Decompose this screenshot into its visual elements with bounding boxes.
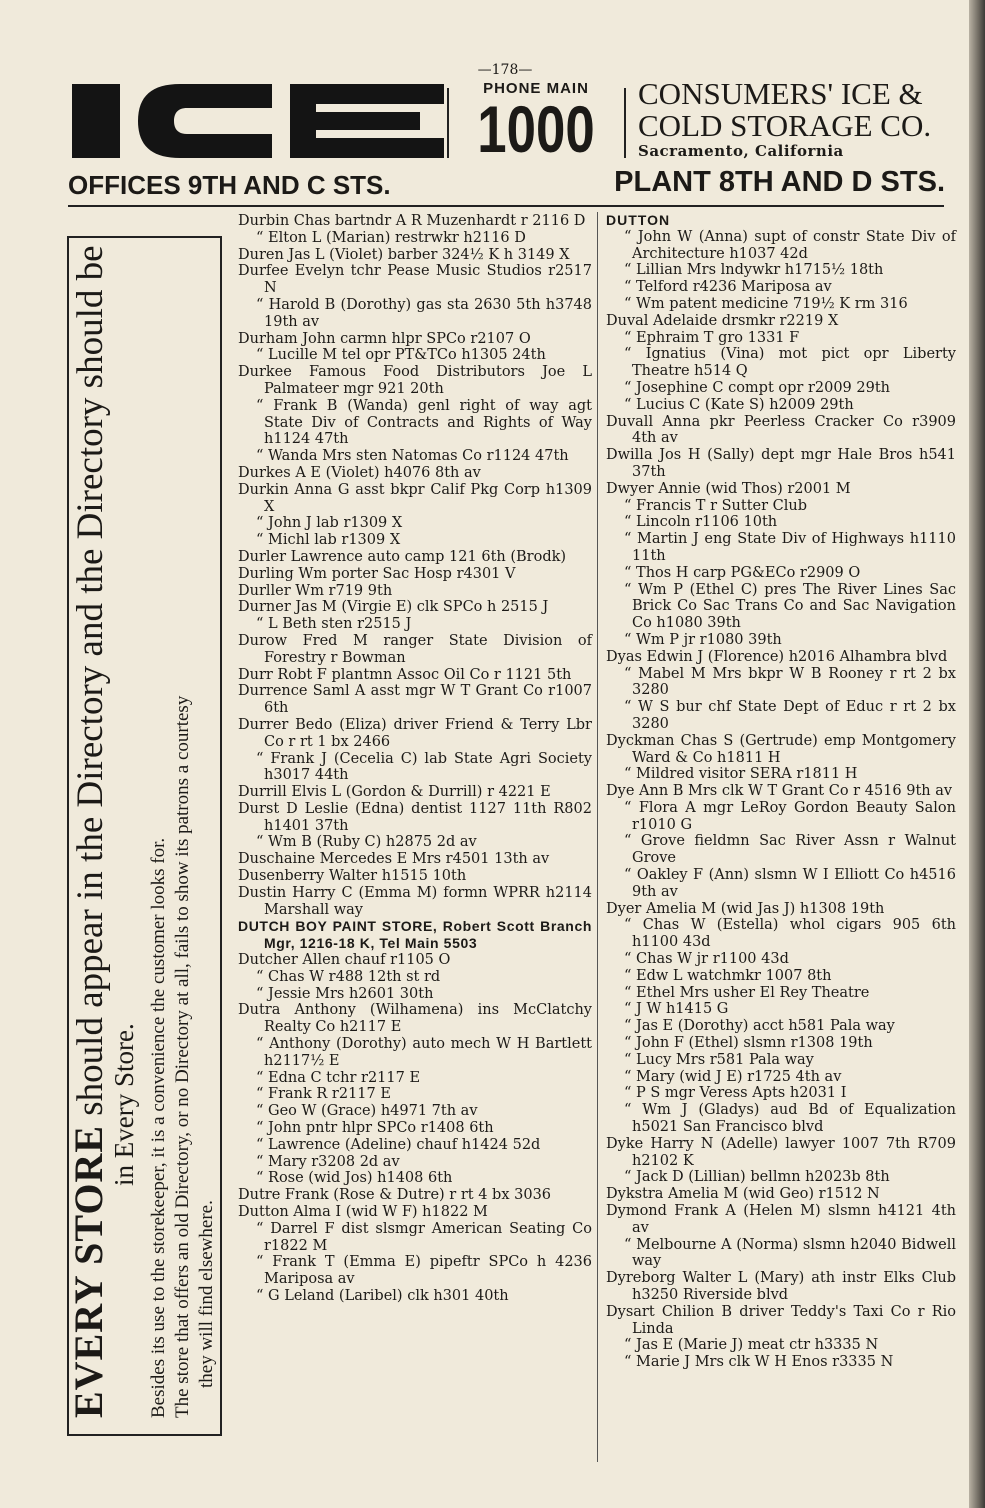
directory-entry: Dutton Alma I (wid W F) h1822 M: [238, 1204, 488, 1221]
directory-entry: “ Elton L (Marian) restrwkr h2116 D: [256, 229, 526, 246]
directory-entry: Dustin Harry C (Emma M) formn WPRR h2114 Marshall way: [238, 884, 592, 918]
directory-entry: “ Geo W (Grace) h4971 7th av: [256, 1103, 478, 1120]
directory-entry: “ Melbourne A (Norma) slsmn h2040 Bidwell way: [624, 1236, 956, 1270]
directory-entry: Dyreborg Walter L (Mary) ath instr Elks Club h3250 Riverside blvd: [606, 1270, 956, 1303]
directory-entry: “ John W (Anna) supt of constr State Div of Architecture h1037 42d: [624, 228, 956, 262]
directory-entry: “ Edw L watchmkr 1007 8th: [624, 967, 832, 984]
directory-entry: “ Telford r4236 Mariposa av: [624, 279, 832, 296]
directory-entry: “ Lucille M tel opr PT&TCo h1305 24th: [256, 347, 546, 364]
directory-entry: Dysart Chilion B driver Teddy's Taxi Co r Rio Linda: [606, 1303, 956, 1337]
directory-entry: “ Chas W r488 12th st rd: [256, 968, 441, 985]
directory-entry: Dyke Harry N (Adelle) lawyer 1007 7th R709 h2102 K: [606, 1135, 956, 1169]
listing-column-right-entries: [606, 229, 956, 1371]
directory-entry: “ Martin J eng State Div of Highways h1110 11th: [624, 531, 956, 564]
directory-entry: “ Mary r3208 2d av: [256, 1153, 400, 1170]
company-name-line2: COLD STORAGE CO.: [638, 108, 932, 143]
side-ad-line2: The store that offers an old Directory, or no Directory at all, fails to show its patrons a courtesy: [172, 695, 193, 1418]
directory-entry: Durow Fred M ranger State Division of Forestry r Bowman: [238, 632, 592, 666]
directory-entry: “ John pntr hlpr SPCo r1408 6th: [256, 1120, 494, 1137]
directory-entry: “ L Beth sten r2515 J: [256, 616, 412, 633]
directory-entry: “ Wm P jr r1080 39th: [624, 631, 782, 648]
directory-entry: “ Edna C tchr r2117 E: [256, 1069, 421, 1086]
directory-entry: Durkee Famous Food Distributors Joe L Palmateer mgr 921 20th: [238, 364, 592, 397]
header-rule: [68, 205, 944, 207]
book-binding-edge: [969, 0, 985, 1508]
company-name: [638, 78, 931, 142]
directory-entry: Dutra Anthony (Wilhamena) ins McClatchy Realty Co h2117 E: [238, 1002, 592, 1036]
directory-entry: Durr Robt F plantmn Assoc Oil Co r 1121 5th: [238, 666, 572, 683]
company-name-line1: CONSUMERS' ICE &: [638, 76, 923, 111]
directory-entry: “ Harold B (Dorothy) gas sta 2630 5th h3748 19th av: [256, 296, 592, 330]
directory-entry: Duschaine Mercedes E Mrs r4501 13th av: [238, 851, 550, 868]
plant-address: PLANT 8TH AND D STS.: [614, 166, 945, 198]
offices-address: OFFICES 9TH AND C STS.: [68, 170, 391, 200]
directory-entry: “ Grove fieldmn Sac River Assn r Walnut Grove: [624, 833, 956, 867]
directory-entry: “ Rose (wid Jos) h1408 6th: [256, 1170, 453, 1187]
company-city: Sacramento, California: [638, 142, 844, 160]
directory-entry: Durrill Elvis L (Gordon & Durrill) r 4221 E: [238, 784, 551, 801]
directory-entry: “ Darrel F dist slsmgr American Seating Co r1822 M: [256, 1220, 592, 1254]
directory-entry: “ Mabel M Mrs bkpr W B Rooney r rt 2 bx 3280: [624, 665, 956, 699]
ad-divider-right: [624, 88, 626, 158]
directory-entry: Dykstra Amelia M (wid Geo) r1512 N: [606, 1186, 880, 1203]
directory-entry: “ Chas W (Estella) whol cigars 905 6th h1100 43d: [624, 917, 956, 951]
side-ad-headline-rest: should appear in the Directory and the Directory should be: [70, 245, 111, 1125]
directory-entry: DUTCH BOY PAINT STORE, Robert Scott Branch Mgr, 1216-18 K, Tel Main 5503: [238, 918, 592, 952]
directory-entry: “ Anthony (Dorothy) auto mech W H Bartlett h2117½ E: [256, 1036, 592, 1069]
directory-entry: “ Ignatius (Vina) mot pict opr Liberty Theatre h514 Q: [624, 346, 956, 380]
directory-entry: Durkin Anna G asst bkpr Calif Pkg Corp h1309 X: [238, 481, 592, 515]
directory-entry: Durrer Bedo (Eliza) driver Friend & Terry Lbr Co r rt 1 bx 2466: [238, 716, 592, 750]
directory-entry: Dwyer Annie (wid Thos) r2001 M: [606, 480, 851, 497]
directory-entry: “ Lucius C (Kate S) h2009 29th: [624, 396, 854, 413]
directory-entry: “ John F (Ethel) slsmn r1308 19th: [624, 1035, 873, 1052]
directory-entry: “ Jas E (Marie J) meat ctr h3335 N: [624, 1337, 879, 1354]
directory-entry: “ Josephine C compt opr r2009 29th: [624, 379, 891, 396]
directory-entry: Dutre Frank (Rose & Dutre) r rt 4 bx 3036: [238, 1187, 552, 1204]
directory-entry: “ Marie J Mrs clk W H Enos r3335 N: [624, 1354, 894, 1371]
side-ad-line1: Besides its use to the storekeeper, it is a convenience the customer looks for.: [148, 837, 169, 1418]
directory-entry: “ Lincoln r1106 10th: [624, 514, 778, 531]
side-ad-line3: they will find elsewhere.: [196, 1200, 217, 1388]
ad-divider-left: [447, 88, 449, 158]
directory-entry: Dyckman Chas S (Gertrude) emp Montgomery Ward & Co h1811 H: [606, 732, 956, 766]
directory-entry: Dyer Amelia M (wid Jas J) h1308 19th: [606, 900, 885, 917]
directory-entry: Durfee Evelyn tchr Pease Music Studios r2517 N: [238, 263, 592, 297]
directory-entry: Duvall Anna pkr Peerless Cracker Co r3909 4th av: [606, 413, 956, 447]
directory-entry: “ Flora A mgr LeRoy Gordon Beauty Salon r1010 G: [624, 799, 956, 833]
directory-entry: “ Frank T (Emma E) pipeftr SPCo h 4236 Mariposa av: [256, 1254, 592, 1288]
directory-entry: Dutcher Allen chauf r1105 O: [238, 952, 451, 969]
directory-entry: Durst D Leslie (Edna) dentist 1127 11th R802 h1401 37th: [238, 800, 592, 834]
directory-entry: “ G Leland (Laribel) clk h301 40th: [256, 1288, 509, 1304]
directory-entry: Durham John carmn hlpr SPCo r2107 O: [238, 330, 531, 347]
directory-entry: “ Wanda Mrs sten Natomas Co r1124 47th: [256, 448, 569, 465]
side-advertisement: [66, 245, 219, 1418]
directory-entry: Dusenberry Walter h1515 10th: [238, 868, 467, 885]
directory-entry: “ Wm B (Ruby C) h2875 2d av: [256, 834, 477, 851]
directory-entry: Dwilla Jos H (Sally) dept mgr Hale Bros h541 37th: [606, 447, 956, 480]
phone-number: 1000: [477, 92, 595, 166]
directory-entry: “ Wm P (Ethel C) pres The River Lines Sac Brick Co Sac Trans Co and Sac Navigation Co h1080 39th: [624, 581, 956, 632]
directory-entry: “ Lucy Mrs r581 Pala way: [624, 1051, 814, 1068]
listing-column-right: [606, 212, 956, 1371]
directory-entry: Durkes A E (Violet) h4076 8th av: [238, 464, 481, 481]
directory-entry: “ Thos H carp PG&ECo r2909 O: [624, 564, 861, 581]
page-number: —178—: [477, 62, 533, 78]
directory-entry: Duren Jas L (Violet) barber 324½ K h 3149 X: [238, 246, 570, 263]
directory-entry: “ Lillian Mrs lndywkr h1715½ 18th: [624, 262, 884, 279]
directory-entry: “ Jessie Mrs h2601 30th: [256, 985, 434, 1002]
directory-entry: Durling Wm porter Sac Hosp r4301 V: [238, 565, 516, 582]
column-divider: [597, 212, 598, 1462]
directory-entry: Duval Adelaide drsmkr r2219 X: [606, 312, 839, 329]
side-ad-headline: [66, 245, 111, 1418]
side-ad-headline-bold: EVERY STORE: [66, 1124, 111, 1418]
directory-entry: “ Lawrence (Adeline) chauf h1424 52d: [256, 1136, 541, 1153]
directory-entry: “ P S mgr Veress Apts h2031 I: [624, 1085, 847, 1102]
directory-entry: “ J W h1415 G: [624, 1001, 729, 1018]
directory-entry: “ W S bur chf State Dept of Educ r rt 2 bx 3280: [624, 699, 956, 732]
directory-entry: “ Jas E (Dorothy) acct h581 Pala way: [624, 1018, 895, 1035]
section-heading: DUTTON: [606, 212, 671, 228]
directory-entry: Dymond Frank A (Helen M) slsmn h4121 4th av: [606, 1203, 956, 1236]
directory-entry: “ Jack D (Lillian) bellmn h2023b 8th: [624, 1169, 890, 1186]
directory-entry: “ Frank R r2117 E: [256, 1086, 391, 1103]
directory-entry: Dye Ann B Mrs clk W T Grant Co r 4516 9th av: [606, 783, 953, 800]
directory-entry: “ Mary (wid J E) r1725 4th av: [624, 1068, 842, 1085]
ice-logo: [72, 84, 444, 158]
directory-entry: “ Wm J (Gladys) aud Bd of Equalization h5021 San Francisco blvd: [624, 1102, 956, 1136]
directory-entry: Dyas Edwin J (Florence) h2016 Alhambra blvd: [606, 648, 948, 665]
side-ad-headline-line2: in Every Store.: [109, 1023, 139, 1186]
directory-entry: “ Frank J (Cecelia C) lab State Agri Society h3017 44th: [256, 750, 592, 784]
phone-label: PHONE MAIN: [483, 80, 589, 97]
directory-entry: “ Frank B (Wanda) genl right of way agt State Div of Contracts and Rights of Way h1124 47th: [256, 397, 592, 448]
listing-column-left: [238, 213, 592, 1305]
directory-entry: Durler Lawrence auto camp 121 6th (Brodk): [238, 548, 567, 565]
directory-entry: “ Michl lab r1309 X: [256, 532, 401, 549]
directory-entry: “ Mildred visitor SERA r1811 H: [624, 766, 858, 783]
directory-entry: “ Ephraim T gro 1331 F: [624, 329, 800, 346]
directory-entry: Durrence Saml A asst mgr W T Grant Co r1007 6th: [238, 683, 592, 717]
directory-entry: “ John J lab r1309 X: [256, 515, 403, 532]
directory-entry: Durbin Chas bartndr A R Muzenhardt r 2116 D: [238, 213, 586, 229]
directory-entry: “ Oakley F (Ann) slsmn W I Elliott Co h4516 9th av: [624, 867, 956, 900]
directory-entry: “ Francis T r Sutter Club: [624, 497, 808, 514]
directory-entry: “ Ethel Mrs usher El Rey Theatre: [624, 984, 870, 1001]
directory-entry: “ Wm patent medicine 719½ K rm 316: [624, 295, 908, 312]
directory-entry: Durller Wm r719 9th: [238, 582, 393, 599]
directory-entry: Durner Jas M (Virgie E) clk SPCo h 2515 J: [238, 599, 549, 616]
directory-entry: “ Chas W jr r1100 43d: [624, 951, 789, 968]
